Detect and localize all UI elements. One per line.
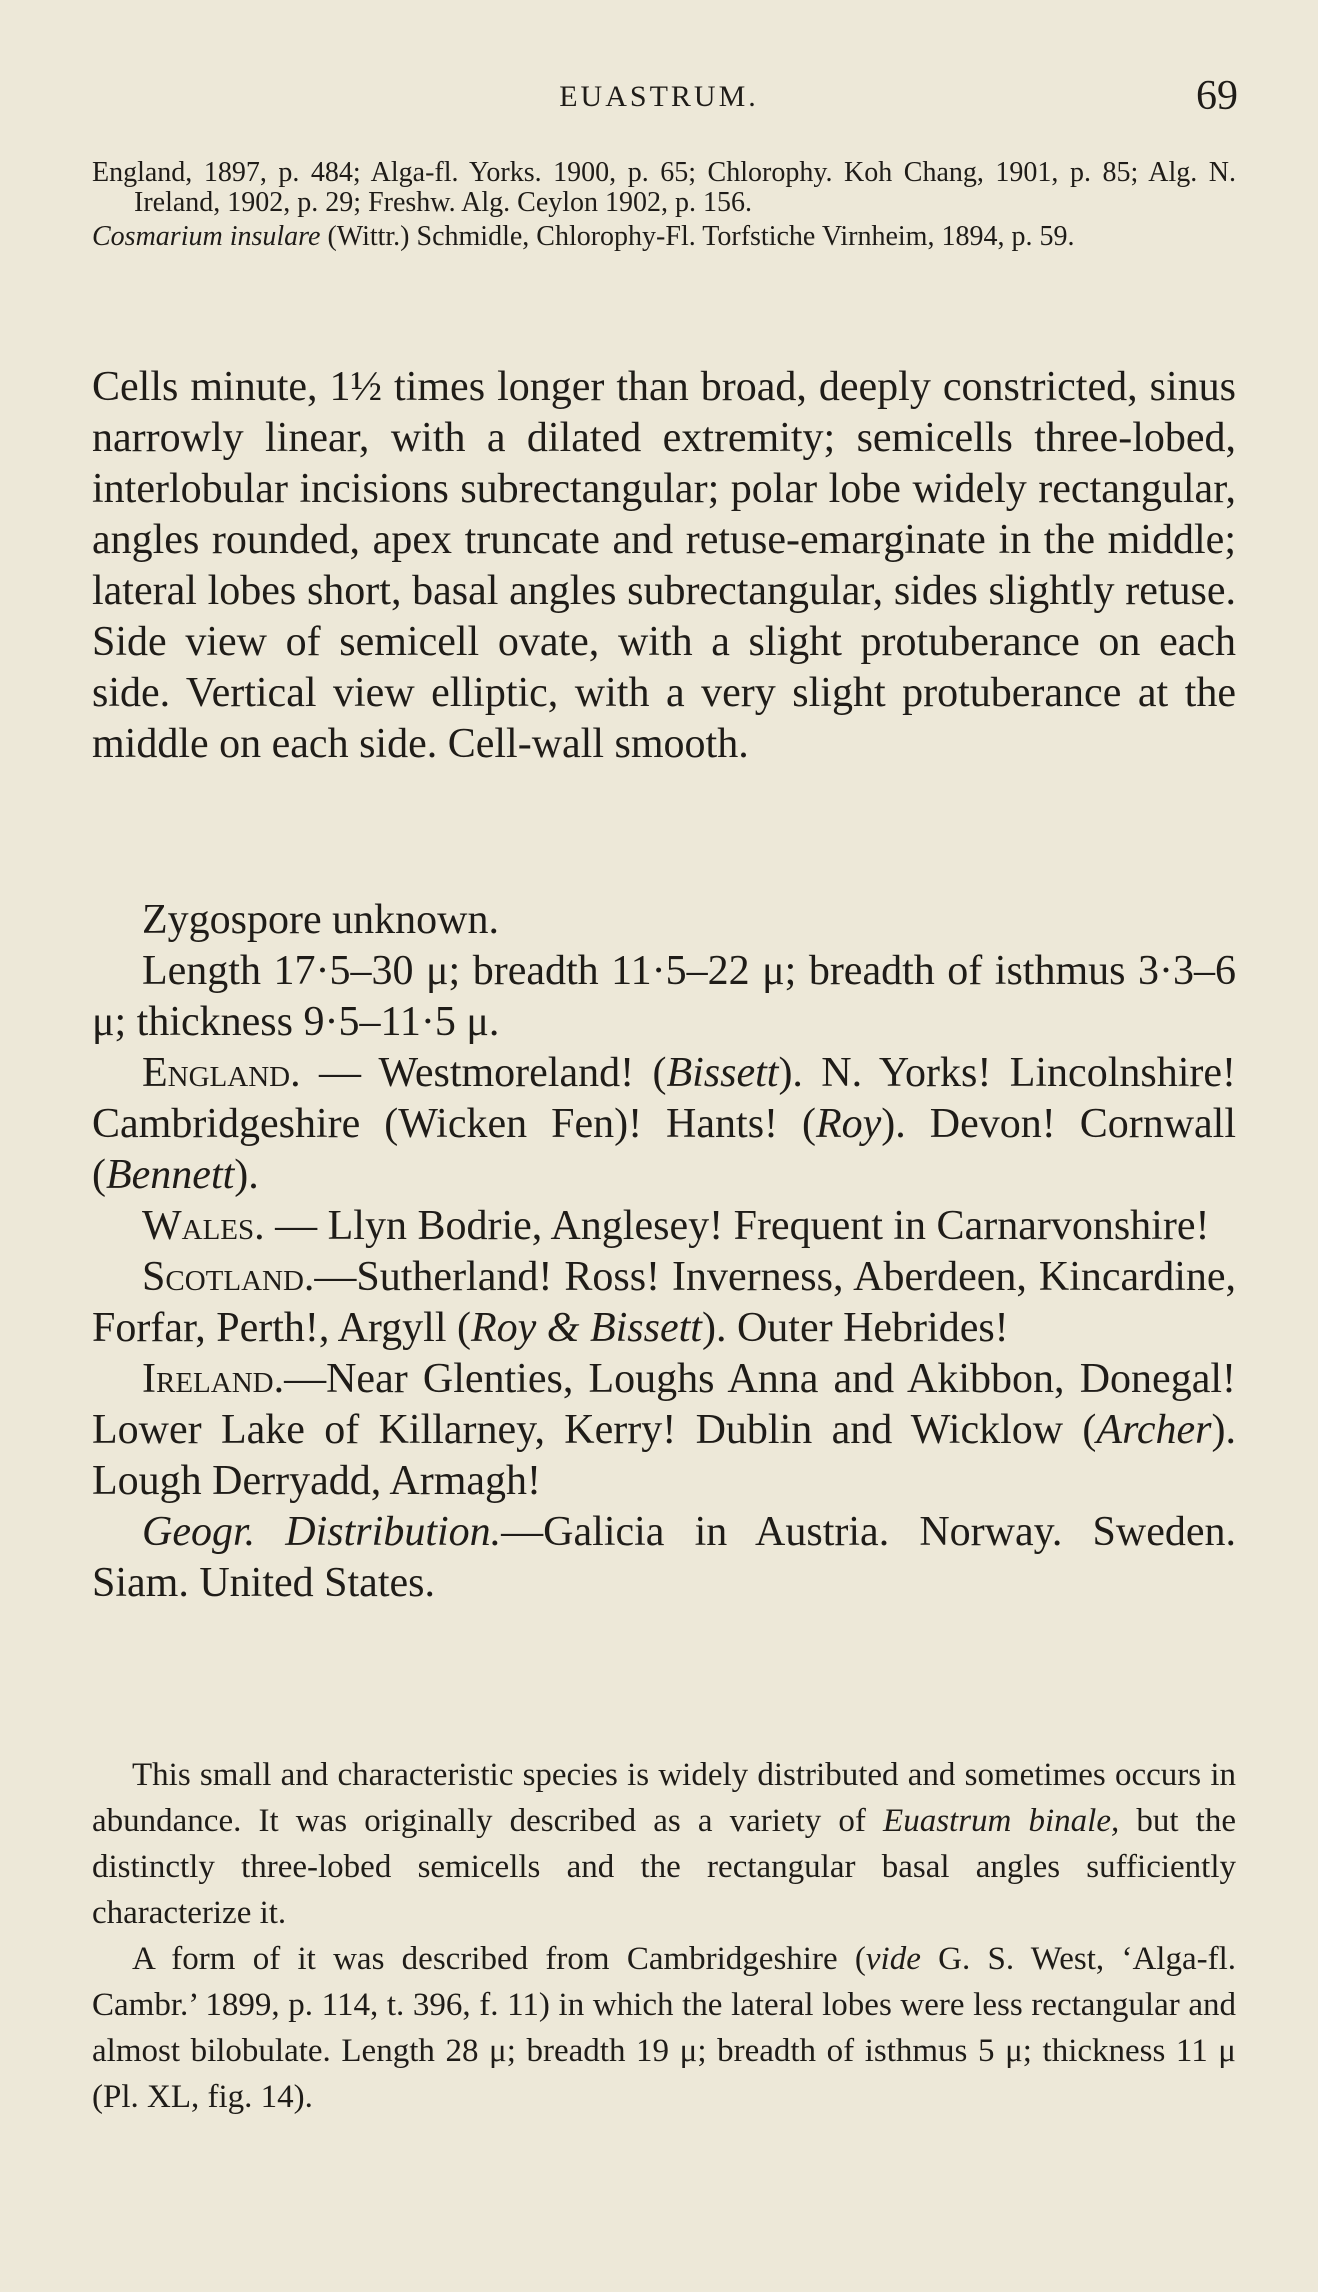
commentary bbox=[92, 1752, 1236, 2120]
zygospore-note: Zygospore unknown. bbox=[142, 897, 499, 943]
synonym-name: Cosmarium insulare bbox=[92, 221, 321, 252]
geographic-distribution: Geogr. Distribution.—Galicia in Austria. Norway. Sweden. Siam. United States. bbox=[92, 1509, 1237, 1606]
region-label: Geogr. Distribution. bbox=[142, 1509, 502, 1555]
running-head bbox=[0, 72, 1318, 132]
dimensions: Length 17·5–30 μ; breadth 11·5–22 μ; breadth of isthmus 3·3–6 μ; thickness 9·5–11·5 μ. bbox=[92, 948, 1236, 1045]
commentary-paragraph: This small and characteristic species is widely distributed and sometimes occurs in abundance. It was originally described as a variety of Euastrum binale, but the distinctly three-lobed semicells and the rectangular basal angles sufficiently characterize it. bbox=[92, 1757, 1237, 1931]
commentary-paragraph: A form of it was described from Cambridgeshire (vide G. S. West, ‘Alga-fl. Cambr.’ 1899, p. 114, t. 396, f. 11) in which the lateral lobes were less rectangular and almost bilobulate. Length 28 μ; breadth 19 μ; breadth of isthmus 5 μ; thickness 11 μ (Pl. XL, fig. 14). bbox=[92, 1941, 1236, 2115]
locality-ireland: Ireland.—Near Glenties, Loughs Anna and Akibbon, Donegal! Lower Lake of Killarney, Kerry! Dublin and Wicklow (Archer). Lough Derryadd, Armagh! bbox=[92, 1356, 1236, 1504]
region-label: Wales. bbox=[142, 1203, 265, 1249]
locality-wales: Wales. — Llyn Bodrie, Anglesey! Frequent in Carnarvonshire! bbox=[142, 1203, 1210, 1249]
species-description bbox=[92, 362, 1236, 770]
page-number: 69 bbox=[1196, 73, 1238, 119]
species-details bbox=[92, 895, 1236, 1609]
references-block bbox=[92, 158, 1236, 256]
region-label: England. bbox=[142, 1050, 301, 1096]
region-label: Ireland. bbox=[142, 1356, 285, 1402]
reference-entry: Cosmarium insulare (Wittr.) Schmidle, Chlorophy-Fl. Torfstiche Virnheim, 1894, p. 59. bbox=[92, 221, 1075, 252]
locality-scotland: Scotland.—Sutherland! Ross! Inverness, Aberdeen, Kincardine, Forfar, Perth!, Argyll (Roy & Bissett). Outer Hebrides! bbox=[92, 1254, 1236, 1351]
reference-entry: England, 1897, p. 484; Alga-fl. Yorks. 1900, p. 65; Chlorophy. Koh Chang, 1901, p. 85; Alg. N. Ireland, 1902, p. 29; Freshw. Alg. Ceylon 1902, p. 156. bbox=[92, 157, 1236, 218]
locality-england: England. — Westmoreland! (Bissett). N. Yorks! Lincolnshire! Cambridgeshire (Wicken Fen)! Hants! (Roy). Devon! Cornwall (Bennett). bbox=[92, 1050, 1237, 1198]
running-title: EUASTRUM. bbox=[559, 80, 759, 113]
region-label: Scotland. bbox=[142, 1254, 315, 1300]
description-paragraph: Cells minute, 1½ times longer than broad, deeply constricted, sinus narrowly linear, with a dilated extremity; semicells three-lobed, interlobular incisions subrectangular; polar lobe widely rectangular, angles rounded, apex truncate and retuse-emarginate in the middle; lateral lobes short, basal angles subrectangular, sides slightly retuse. Side view of semicell ovate, with a slight protuberance on each side. Vertical view elliptic, with a very slight protuberance at the middle on each side. Cell-wall smooth. bbox=[92, 364, 1236, 767]
